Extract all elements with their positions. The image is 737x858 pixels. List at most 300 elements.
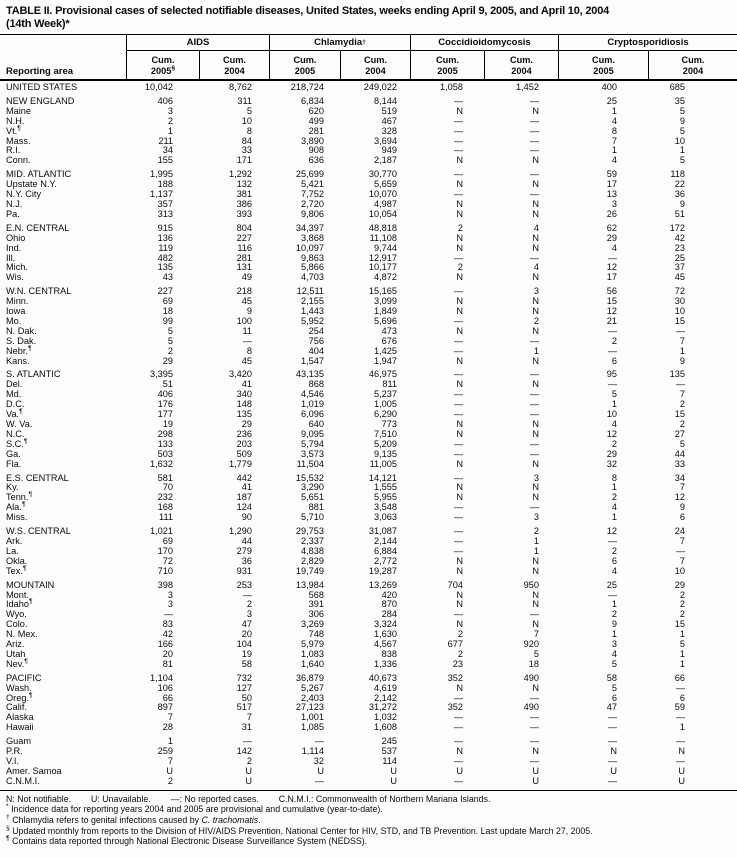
value-cell: 442 <box>236 472 252 483</box>
value-cell: 5 <box>611 389 617 400</box>
value-cell: 2 <box>679 589 685 600</box>
value-cell: — <box>453 736 463 747</box>
table-row <box>0 713 737 723</box>
table-row <box>0 610 737 620</box>
value-cell: 81 <box>162 658 173 669</box>
value-cell: 106 <box>157 682 173 693</box>
value-cell: 1,058 <box>440 82 463 92</box>
table-section <box>0 674 737 733</box>
value-cell: — <box>675 682 685 693</box>
value-cell: 8 <box>611 472 617 483</box>
value-cell: 72 <box>674 286 685 297</box>
value-cell: 10 <box>241 115 252 126</box>
value-cell: 56 <box>606 286 617 297</box>
table-row <box>0 224 737 234</box>
value-cell: U <box>678 765 685 776</box>
value-cell: 7 <box>679 535 685 546</box>
value-cell: 352 <box>447 702 463 713</box>
value-cell: 340 <box>236 389 252 400</box>
value-cell: — <box>453 345 463 356</box>
value-cell: 10,177 <box>368 262 397 273</box>
value-cell: 10 <box>674 306 685 317</box>
value-cell: 12 <box>606 428 617 439</box>
value-cell: 5 <box>611 682 617 693</box>
value-cell: — <box>453 409 463 420</box>
value-cell: — <box>529 252 539 263</box>
value-cell: 10 <box>674 565 685 576</box>
value-cell: 25 <box>606 579 617 590</box>
value-cell: 6,834 <box>301 95 324 106</box>
value-cell: 15,532 <box>295 472 324 483</box>
value-cell: — <box>607 775 617 786</box>
value-cell: 9,744 <box>374 242 397 253</box>
value-cell: 1 <box>611 629 617 640</box>
value-cell: 69 <box>162 535 173 546</box>
value-cell: — <box>529 692 539 703</box>
value-cell: 400 <box>601 82 617 92</box>
value-cell: 232 <box>157 492 173 503</box>
value-cell: 11,005 <box>369 458 397 469</box>
reporting-area-cell: Mont. <box>6 589 29 600</box>
value-cell: 1 <box>611 512 617 523</box>
reporting-area-cell: La. <box>6 545 19 556</box>
value-cell: U <box>245 775 252 786</box>
value-cell: 4 <box>611 242 617 253</box>
value-cell: — <box>529 438 539 449</box>
value-cell: 127 <box>236 682 252 693</box>
table-row <box>0 767 737 777</box>
value-cell: 1,452 <box>516 82 539 92</box>
reporting-area-cell: Ala.¶ <box>6 501 26 513</box>
value-cell: 1 <box>679 658 685 669</box>
value-cell: 1 <box>611 105 617 116</box>
value-cell: 6 <box>679 512 685 523</box>
value-cell: 1 <box>611 599 617 610</box>
value-cell: 8 <box>246 345 252 356</box>
value-cell: 5,866 <box>301 262 324 273</box>
value-cell: 2,720 <box>301 198 324 209</box>
value-cell: — <box>453 512 463 523</box>
table-row <box>0 620 737 630</box>
value-cell: 1,608 <box>374 722 397 733</box>
value-cell: 517 <box>236 702 252 713</box>
value-cell: 7 <box>679 555 685 566</box>
value-cell: N <box>456 746 463 757</box>
value-cell: — <box>529 335 539 346</box>
value-cell: — <box>453 399 463 410</box>
value-cell: 177 <box>157 409 173 420</box>
value-cell: N <box>532 242 539 253</box>
value-cell: 45 <box>241 355 252 366</box>
value-cell: 148 <box>236 399 252 410</box>
value-cell: — <box>453 722 463 733</box>
value-cell: 9,863 <box>301 252 324 263</box>
value-cell: 116 <box>237 242 252 253</box>
table-row <box>0 97 737 107</box>
value-cell: 5,237 <box>374 389 397 400</box>
value-cell: 1,292 <box>229 169 252 180</box>
footnote-note <box>6 836 731 847</box>
footnote-marker: ¶ <box>28 491 33 499</box>
value-cell: — <box>529 369 539 380</box>
footnote-marker: ¶ <box>21 501 26 509</box>
value-cell: 804 <box>236 222 252 233</box>
table-row <box>0 777 737 787</box>
value-cell: 44 <box>674 448 685 459</box>
value-cell: 5,209 <box>374 438 397 449</box>
value-cell: 2 <box>611 492 617 503</box>
value-cell: 949 <box>381 145 397 156</box>
value-cell: 1,104 <box>150 672 173 683</box>
value-cell: — <box>453 335 463 346</box>
value-cell: 72 <box>162 555 173 566</box>
value-cell: — <box>607 379 617 390</box>
reporting-area-cell: S. Dak. <box>6 335 37 346</box>
value-cell: 581 <box>157 472 173 483</box>
value-cell: 18 <box>162 306 173 317</box>
value-cell: — <box>607 756 617 766</box>
value-cell: 46,975 <box>368 369 397 380</box>
value-cell: 3,868 <box>301 232 324 243</box>
value-cell: — <box>607 722 617 733</box>
value-cell: 41 <box>241 379 252 390</box>
reporting-area-cell: W.S. CENTRAL <box>6 526 71 537</box>
table-row <box>0 107 737 117</box>
value-cell: 920 <box>523 639 539 650</box>
table-row <box>0 703 737 713</box>
table-row <box>0 513 737 523</box>
value-cell: — <box>607 325 617 336</box>
value-cell: 132 <box>236 179 252 190</box>
group-header-coccidioidomycosis <box>410 35 558 51</box>
table-row <box>0 581 737 591</box>
value-cell: 2 <box>679 599 685 610</box>
value-cell: — <box>529 399 539 410</box>
value-cell: 406 <box>157 95 173 106</box>
value-cell: 45 <box>241 296 252 307</box>
table-row <box>0 630 737 640</box>
value-cell: — <box>529 189 539 200</box>
table-row <box>0 600 737 610</box>
value-cell: 279 <box>236 545 252 556</box>
value-cell: 5 <box>679 125 685 136</box>
value-cell: 881 <box>308 502 324 513</box>
value-cell: — <box>675 756 685 766</box>
reporting-area-cell: Mass. <box>6 135 31 146</box>
value-cell: 1,137 <box>150 189 173 200</box>
value-cell: — <box>529 135 539 146</box>
value-cell: 29 <box>606 448 617 459</box>
value-cell: — <box>314 736 324 747</box>
value-cell: 2,142 <box>374 692 397 703</box>
value-cell: 1 <box>533 345 539 356</box>
value-cell: 284 <box>381 609 397 620</box>
value-cell: 3,573 <box>301 448 324 459</box>
value-cell: 131 <box>236 262 252 273</box>
value-cell: 27,123 <box>295 702 324 713</box>
table-row <box>0 244 737 254</box>
reporting-area-cell: Iowa <box>6 306 26 317</box>
reporting-area-cell: E.S. CENTRAL <box>6 472 69 483</box>
value-cell: 748 <box>308 629 324 640</box>
table-row <box>0 723 737 733</box>
value-cell: 503 <box>157 448 173 459</box>
value-cell: 20 <box>162 648 173 659</box>
value-cell: — <box>453 502 463 513</box>
value-cell: — <box>453 389 463 400</box>
value-cell: 218,724 <box>290 82 324 92</box>
value-cell: — <box>453 145 463 156</box>
table-row <box>0 474 737 484</box>
footnote-marker: ¶ <box>23 437 28 445</box>
reporting-area-cell: Amer. Samoa <box>6 765 62 776</box>
value-cell: 2 <box>457 648 463 659</box>
value-cell: N <box>532 198 539 209</box>
table-row <box>0 400 737 410</box>
value-cell: 4,567 <box>374 639 397 650</box>
table-row <box>0 527 737 537</box>
table-title-line1: TABLE II. Provisional cases of selected notifiable diseases, United States, weeks ending April 9, 2005, and April 10, 2004 <box>6 5 610 17</box>
value-cell: 381 <box>236 189 252 200</box>
value-cell: 203 <box>236 438 252 449</box>
value-cell: 100 <box>236 315 252 326</box>
value-cell: 482 <box>157 252 173 263</box>
footnote-marker: † <box>6 813 10 821</box>
value-cell: 25 <box>606 95 617 106</box>
value-cell: N <box>456 208 463 219</box>
footnote-text: C. trachomatis <box>201 814 259 825</box>
reporting-area-cell: Ohio <box>6 232 26 243</box>
value-cell: 5,659 <box>374 179 397 190</box>
value-cell: 1,019 <box>301 399 324 410</box>
value-cell: 5 <box>679 639 685 650</box>
value-cell: 4 <box>611 155 617 166</box>
reporting-area-cell: Guam <box>6 736 32 747</box>
value-cell: 99 <box>162 315 173 326</box>
value-cell: 1,630 <box>374 629 397 640</box>
value-cell: 4,838 <box>301 545 324 556</box>
value-cell: N <box>532 232 539 243</box>
value-cell: — <box>675 325 685 336</box>
value-cell: 50 <box>241 692 252 703</box>
value-cell: 391 <box>308 599 324 610</box>
value-cell: 32 <box>606 458 617 469</box>
value-cell: 1,005 <box>374 399 397 410</box>
footnotes <box>0 790 737 847</box>
value-cell: 124 <box>236 502 252 513</box>
value-cell: 4 <box>611 419 617 429</box>
value-cell: 49 <box>241 272 252 283</box>
value-cell: 1 <box>533 535 539 546</box>
value-cell: 9 <box>679 198 685 209</box>
value-cell: 4 <box>611 565 617 576</box>
value-cell: 155 <box>157 155 173 166</box>
value-cell: 3,395 <box>150 369 173 380</box>
value-cell: — <box>529 712 539 723</box>
value-cell: 15 <box>674 409 685 420</box>
value-cell: 4 <box>533 262 539 273</box>
value-cell: 1,001 <box>301 712 324 723</box>
value-cell: 3 <box>167 589 173 600</box>
group-label: Cryptosporidiosis <box>607 37 689 48</box>
value-cell: — <box>529 722 539 733</box>
value-cell: 58 <box>606 672 617 683</box>
reporting-area-cell: UNITED STATES <box>6 82 78 92</box>
value-cell: — <box>453 135 463 146</box>
value-cell: 14,121 <box>368 472 397 483</box>
value-cell: — <box>529 115 539 126</box>
table-row <box>0 117 737 127</box>
table-row <box>0 410 737 420</box>
value-cell: — <box>529 756 539 766</box>
value-cell: — <box>242 736 252 747</box>
value-cell: N <box>532 379 539 390</box>
value-cell: 393 <box>236 208 252 219</box>
value-cell: 5 <box>167 335 173 346</box>
table-body <box>0 81 737 787</box>
value-cell: 84 <box>241 135 252 146</box>
table-section <box>0 737 737 787</box>
value-cell: 33 <box>674 458 685 469</box>
value-cell: — <box>453 775 463 786</box>
value-cell: 19,749 <box>295 565 324 576</box>
reporting-area-cell: R.I. <box>6 145 21 156</box>
value-cell: 51 <box>162 379 173 390</box>
footnote-text: Updated monthly from reports to the Division of HIV/AIDS Prevention, National Center for HIV, STD, and TB Prevention. Last update March 27, 2005. <box>12 825 593 836</box>
value-cell: 135 <box>157 262 173 273</box>
value-cell: 26 <box>606 208 617 219</box>
value-cell: — <box>453 115 463 126</box>
value-cell: 253 <box>236 579 252 590</box>
value-cell: — <box>453 95 463 106</box>
value-cell: — <box>453 526 463 537</box>
reporting-area-cell: Conn. <box>6 155 31 166</box>
col-header-coccidioidomycosis-2005: Cum. 2005 <box>410 51 484 79</box>
reporting-area-cell: PACIFIC <box>6 672 42 683</box>
legend-item: C.N.M.I.: Commonwealth of Northern Mariana Islands. <box>278 793 491 804</box>
reporting-area-cell: Nev.¶ <box>6 657 28 669</box>
value-cell: 4 <box>611 648 617 659</box>
value-cell: 5,421 <box>301 179 324 190</box>
reporting-area-cell: Mich. <box>6 262 28 273</box>
value-cell: 29 <box>606 232 617 243</box>
value-cell: 15,165 <box>368 286 397 297</box>
group-label: AIDS <box>186 37 210 48</box>
value-cell: N <box>678 746 685 757</box>
value-cell: — <box>607 535 617 546</box>
reporting-area-cell: MID. ATLANTIC <box>6 169 72 180</box>
value-cell: 811 <box>382 379 397 390</box>
value-cell: 3,548 <box>374 502 397 513</box>
value-cell: 59 <box>674 702 685 713</box>
value-cell: 5,979 <box>301 639 324 650</box>
value-cell: 114 <box>382 756 397 766</box>
value-cell: 868 <box>308 379 324 390</box>
value-cell: 3 <box>533 472 539 483</box>
value-cell: 756 <box>308 335 324 346</box>
value-cell: U <box>390 775 397 786</box>
table-title-line2: (14th Week)* <box>6 18 70 30</box>
value-cell: — <box>453 692 463 703</box>
value-cell: N <box>456 296 463 307</box>
table-row <box>0 591 737 601</box>
footnote-legend <box>6 794 731 805</box>
reporting-area-cell: Upstate N.Y. <box>6 179 57 190</box>
value-cell: N <box>456 492 463 503</box>
value-cell: N <box>456 589 463 600</box>
legend-item: —: No reported cases. <box>170 793 259 804</box>
value-cell: — <box>675 712 685 723</box>
value-cell: 19 <box>241 648 252 659</box>
reporting-area-cell: Maine <box>6 105 32 116</box>
value-cell: — <box>163 609 173 620</box>
value-cell: 83 <box>162 619 173 630</box>
table-row <box>0 537 737 547</box>
value-cell: 1,425 <box>374 345 397 356</box>
table-row <box>0 547 737 557</box>
value-cell: U <box>317 765 324 776</box>
value-cell: N <box>532 355 539 366</box>
table-row <box>0 210 737 220</box>
table-section <box>0 170 737 220</box>
value-cell: — <box>607 712 617 723</box>
table-row <box>0 674 737 684</box>
value-cell: 4 <box>533 222 539 233</box>
table-row <box>0 307 737 317</box>
value-cell: 13 <box>606 189 617 200</box>
value-cell: 11,108 <box>369 232 397 243</box>
value-cell: 35 <box>674 95 685 106</box>
value-cell: 2 <box>167 115 173 126</box>
value-cell: 2 <box>457 629 463 640</box>
reporting-area-cell: E.N. CENTRAL <box>6 222 70 233</box>
value-cell: 1 <box>611 482 617 493</box>
table-row <box>0 317 737 327</box>
value-cell: 5 <box>679 105 685 116</box>
value-cell: 3 <box>167 599 173 610</box>
value-cell: 58 <box>241 658 252 669</box>
value-cell: 5,952 <box>301 315 324 326</box>
value-cell: — <box>529 502 539 513</box>
value-cell: 66 <box>162 692 173 703</box>
value-cell: 685 <box>669 82 685 92</box>
value-cell: 5,710 <box>301 512 324 523</box>
value-cell: N <box>532 482 539 493</box>
value-cell: — <box>607 736 617 747</box>
reporting-area-cell: NEW ENGLAND <box>6 95 75 106</box>
value-cell: 1,114 <box>301 746 324 757</box>
value-cell: 3 <box>167 105 173 116</box>
value-cell: 3,063 <box>374 512 397 523</box>
value-cell: 2 <box>679 609 685 620</box>
value-cell: 95 <box>606 369 617 380</box>
value-cell: 7 <box>679 482 685 493</box>
value-cell: 519 <box>381 105 397 116</box>
value-cell: 473 <box>381 325 397 336</box>
value-cell: 499 <box>308 115 324 126</box>
value-cell: 5 <box>679 155 685 166</box>
reporting-area-cell: Hawaii <box>6 722 34 733</box>
value-cell: 40,673 <box>368 672 397 683</box>
value-cell: 8 <box>611 125 617 136</box>
value-cell: 9 <box>611 619 617 630</box>
value-cell: 1,640 <box>301 658 324 669</box>
value-cell: 908 <box>308 145 324 156</box>
value-cell: N <box>532 208 539 219</box>
value-cell: N <box>456 325 463 336</box>
reporting-area-cell: Va.¶ <box>6 408 23 420</box>
value-cell: 30,770 <box>368 169 397 180</box>
